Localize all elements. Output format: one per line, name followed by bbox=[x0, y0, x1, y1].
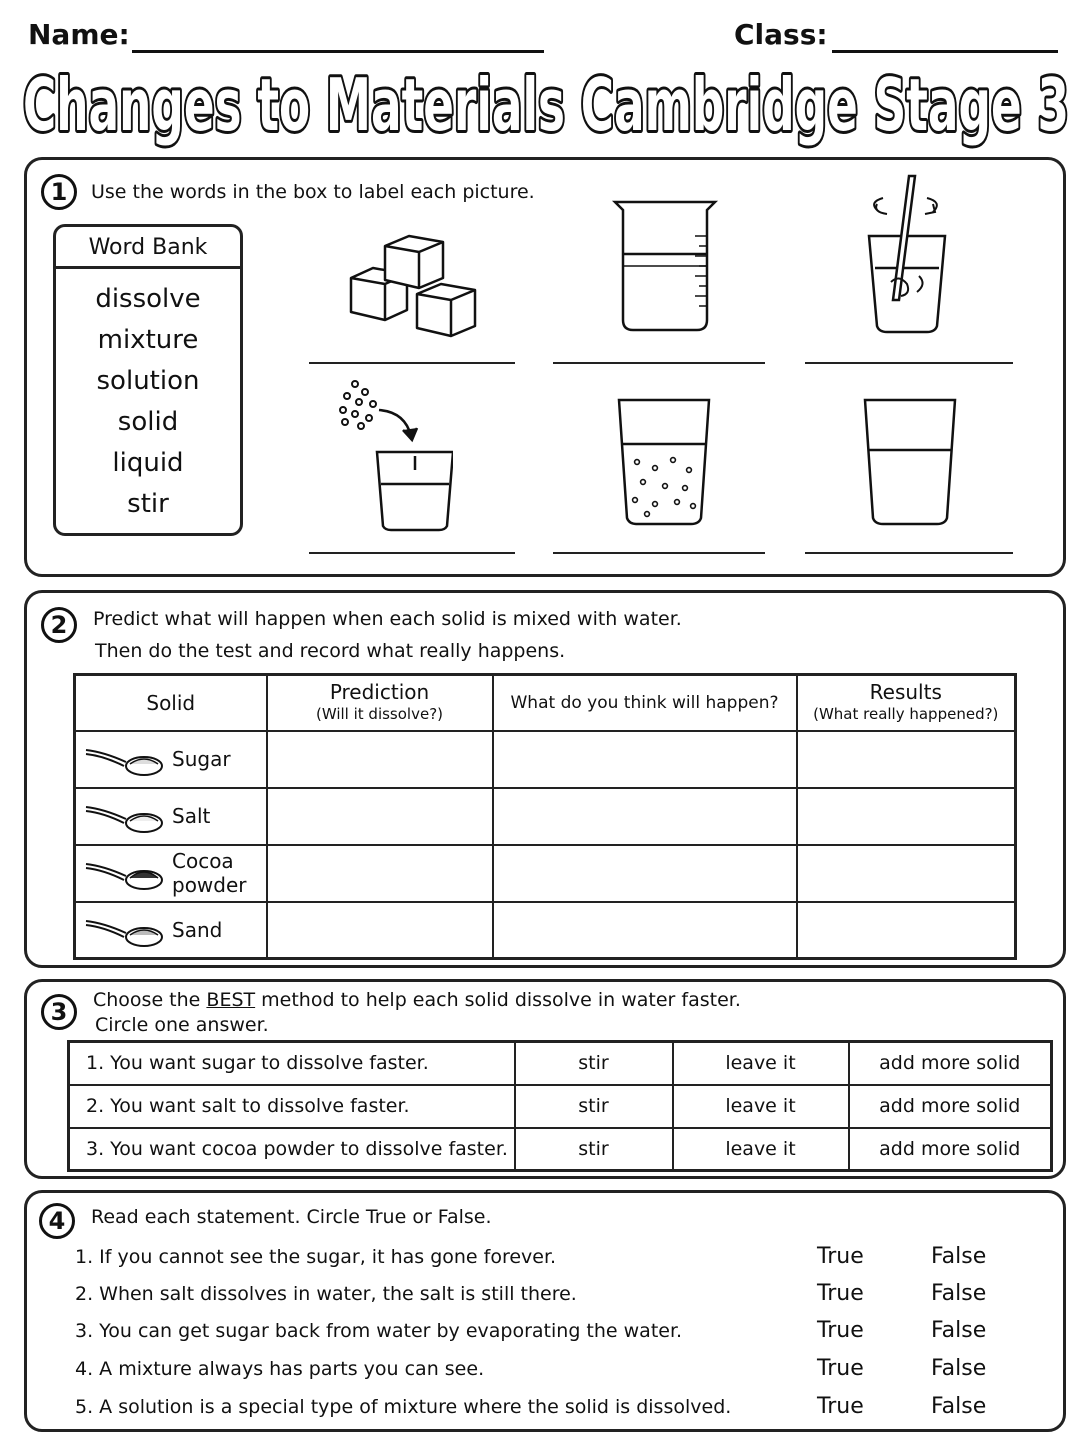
column-header: Prediction (Will it dissolve?) bbox=[267, 675, 493, 731]
solid-name: Cocoa bbox=[172, 849, 234, 873]
stirring-icon bbox=[863, 172, 953, 336]
word-bank-list bbox=[56, 269, 240, 525]
name-label: Name: bbox=[28, 18, 130, 51]
class-field[interactable] bbox=[832, 50, 1058, 53]
answer-line[interactable] bbox=[309, 362, 515, 364]
section-1 bbox=[24, 157, 1066, 577]
answer-line[interactable] bbox=[805, 552, 1013, 554]
prediction-cell[interactable] bbox=[267, 902, 493, 959]
section-instruction-line2: Then do the test and record what really happens. bbox=[95, 640, 566, 662]
option-add-more-solid[interactable]: add more solid bbox=[849, 1128, 1052, 1171]
option-stir[interactable]: stir bbox=[515, 1042, 673, 1085]
table-row bbox=[75, 845, 1016, 902]
column-header: Solid bbox=[75, 675, 267, 731]
option-stir[interactable]: stir bbox=[515, 1128, 673, 1171]
prediction-cell[interactable] bbox=[267, 731, 493, 788]
solid-name: Sugar bbox=[172, 747, 231, 771]
column-header: What do you think will happen? bbox=[493, 675, 797, 731]
emphasis-word: BEST bbox=[206, 989, 256, 1011]
true-option[interactable]: True bbox=[817, 1244, 864, 1269]
section-instruction: Read each statement. Circle True or False. bbox=[91, 1206, 492, 1228]
table-row bbox=[69, 1085, 1052, 1128]
option-stir[interactable]: stir bbox=[515, 1085, 673, 1128]
spoon-sand-icon bbox=[84, 915, 164, 949]
title-text: Changes to Materials Cambridge Stage 3 bbox=[23, 63, 1069, 147]
section-instruction: Use the words in the box to label each picture. bbox=[91, 181, 535, 203]
result-cell[interactable] bbox=[797, 731, 1016, 788]
section-2 bbox=[24, 590, 1066, 968]
statement-row bbox=[75, 1240, 995, 1274]
think-cell[interactable] bbox=[493, 731, 797, 788]
spoon-cocoa-icon bbox=[84, 858, 164, 892]
word-item: dissolve bbox=[95, 284, 201, 314]
think-cell[interactable] bbox=[493, 845, 797, 902]
section-4 bbox=[24, 1190, 1066, 1432]
solid-name: Sand bbox=[172, 917, 223, 942]
solid-name: Salt bbox=[172, 804, 211, 828]
solid-cell bbox=[75, 845, 267, 902]
statement-row bbox=[75, 1352, 995, 1386]
true-option[interactable]: True bbox=[817, 1356, 864, 1381]
section-instruction-line2: Circle one answer. bbox=[95, 1014, 269, 1036]
solid-cell bbox=[75, 788, 267, 845]
prediction-cell[interactable] bbox=[267, 845, 493, 902]
sugar-cubes-icon bbox=[345, 232, 485, 338]
table-header-row bbox=[75, 675, 1016, 731]
section-number: 4 bbox=[39, 1203, 75, 1239]
word-item: mixture bbox=[97, 325, 199, 355]
statement-text: 4. A mixture always has parts you can see. bbox=[75, 1358, 485, 1380]
false-option[interactable]: False bbox=[931, 1318, 987, 1343]
answer-line[interactable] bbox=[553, 362, 765, 364]
word-bank-title: Word Bank bbox=[56, 227, 240, 269]
question-cell: 3. You want cocoa powder to dissolve faster. bbox=[69, 1128, 515, 1171]
statement-row bbox=[75, 1314, 995, 1348]
word-item: liquid bbox=[112, 448, 184, 478]
section-3 bbox=[24, 979, 1066, 1179]
section-number: 3 bbox=[41, 994, 77, 1030]
section-instruction: Choose the BEST method to help each solid dissolve in water faster. bbox=[93, 989, 741, 1011]
statement-row bbox=[75, 1390, 995, 1424]
option-leave-it[interactable]: leave it bbox=[673, 1042, 849, 1085]
table-row bbox=[75, 788, 1016, 845]
think-cell[interactable] bbox=[493, 788, 797, 845]
mixture-glass-icon bbox=[615, 396, 713, 528]
statement-row bbox=[75, 1277, 995, 1311]
solid-name-line2: powder bbox=[172, 873, 247, 897]
word-item: stir bbox=[127, 489, 169, 519]
false-option[interactable]: False bbox=[931, 1394, 987, 1419]
option-add-more-solid[interactable]: add more solid bbox=[849, 1042, 1052, 1085]
prediction-cell[interactable] bbox=[267, 788, 493, 845]
table-row bbox=[75, 902, 1016, 959]
section-number: 2 bbox=[41, 607, 77, 643]
word-item: solid bbox=[117, 407, 179, 437]
adding-solid-icon bbox=[333, 376, 453, 532]
table-row bbox=[69, 1042, 1052, 1085]
column-header: Results (What really happened?) bbox=[797, 675, 1016, 731]
answer-line[interactable] bbox=[309, 552, 515, 554]
class-label: Class: bbox=[734, 18, 828, 51]
section-instruction: Predict what will happen when each solid is mixed with water. bbox=[93, 608, 682, 630]
statement-text: 1. If you cannot see the sugar, it has gone forever. bbox=[75, 1246, 557, 1268]
option-leave-it[interactable]: leave it bbox=[673, 1085, 849, 1128]
result-cell[interactable] bbox=[797, 788, 1016, 845]
word-item: solution bbox=[96, 366, 200, 396]
true-option[interactable]: True bbox=[817, 1394, 864, 1419]
worksheet-title bbox=[18, 56, 1074, 152]
methods-table bbox=[67, 1040, 1053, 1172]
spoon-sugar-icon bbox=[84, 744, 164, 778]
name-field[interactable] bbox=[132, 50, 544, 53]
section-number: 1 bbox=[41, 174, 77, 210]
statement-text: 3. You can get sugar back from water by evaporating the water. bbox=[75, 1320, 683, 1342]
answer-line[interactable] bbox=[553, 552, 765, 554]
true-option[interactable]: True bbox=[817, 1318, 864, 1343]
statement-text: 2. When salt dissolves in water, the salt is still there. bbox=[75, 1283, 577, 1305]
answer-line[interactable] bbox=[805, 362, 1013, 364]
table-row bbox=[69, 1128, 1052, 1171]
result-cell[interactable] bbox=[797, 902, 1016, 959]
option-leave-it[interactable]: leave it bbox=[673, 1128, 849, 1171]
think-cell[interactable] bbox=[493, 902, 797, 959]
false-option[interactable]: False bbox=[931, 1244, 987, 1269]
false-option[interactable]: False bbox=[931, 1281, 987, 1306]
solution-glass-icon bbox=[861, 396, 959, 528]
solid-cell bbox=[75, 731, 267, 788]
true-option[interactable]: True bbox=[817, 1281, 864, 1306]
option-add-more-solid[interactable]: add more solid bbox=[849, 1085, 1052, 1128]
false-option[interactable]: False bbox=[931, 1356, 987, 1381]
solid-cell bbox=[75, 902, 267, 959]
prediction-table bbox=[73, 673, 1017, 960]
question-cell: 2. You want salt to dissolve faster. bbox=[69, 1085, 515, 1128]
spoon-salt-icon bbox=[84, 801, 164, 835]
word-bank bbox=[53, 224, 243, 536]
statement-text: 5. A solution is a special type of mixture where the solid is dissolved. bbox=[75, 1396, 732, 1418]
beaker-icon bbox=[609, 196, 721, 336]
question-cell: 1. You want sugar to dissolve faster. bbox=[69, 1042, 515, 1085]
table-row bbox=[75, 731, 1016, 788]
result-cell[interactable] bbox=[797, 845, 1016, 902]
